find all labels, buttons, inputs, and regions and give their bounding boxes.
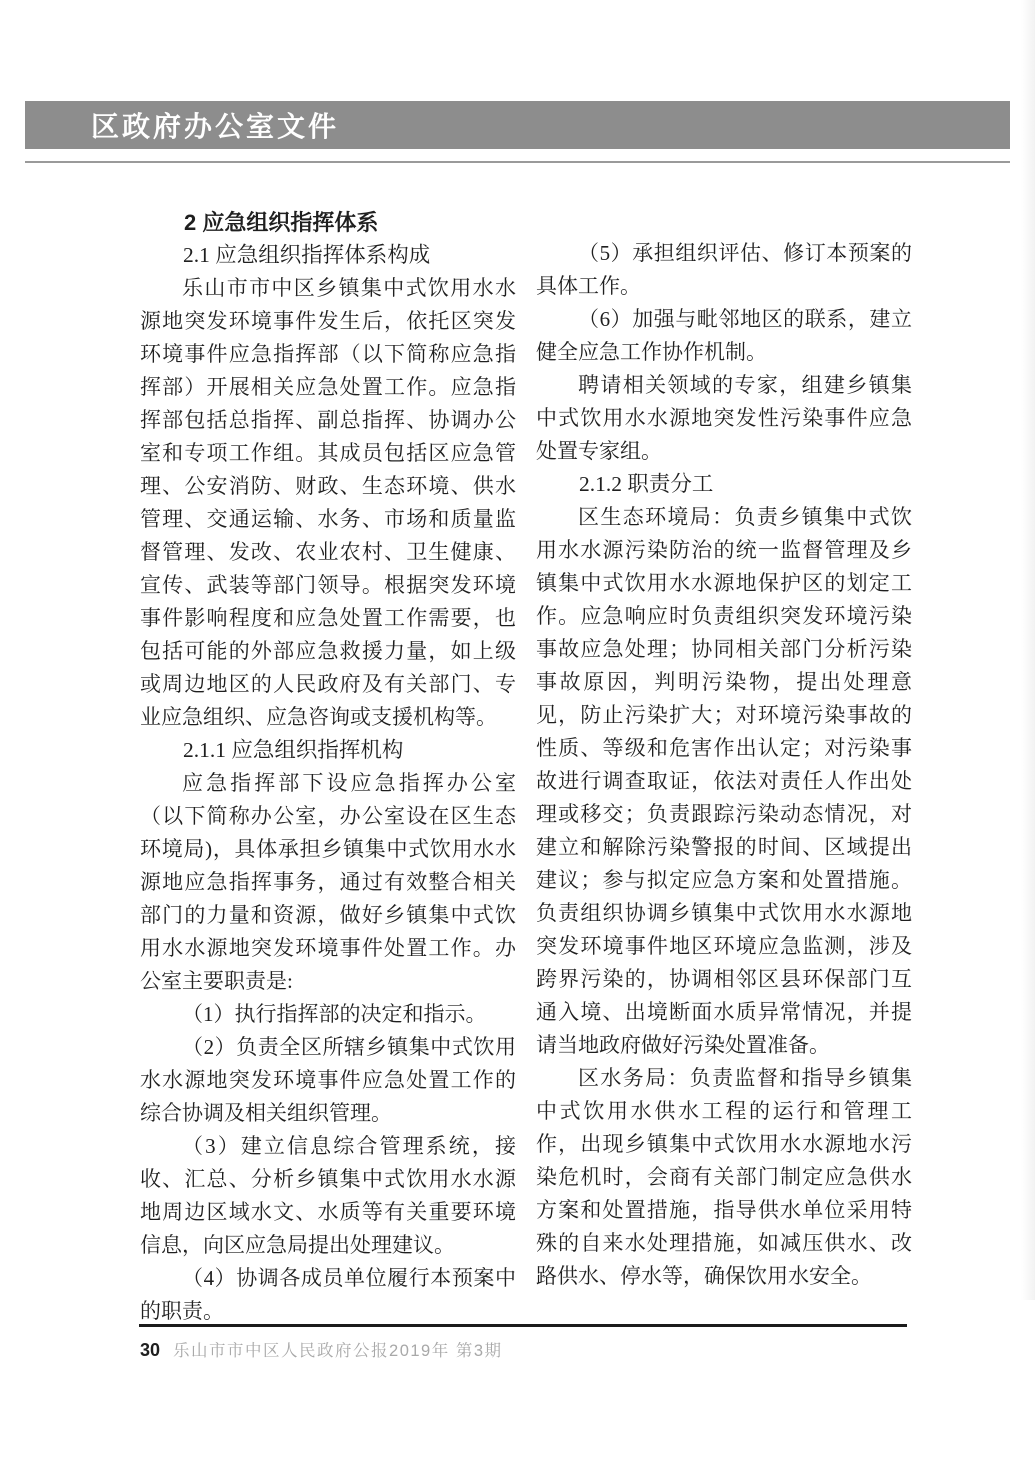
paragraph: 聘请相关领域的专家，组建乡镇集中式饮用水水源地突发性污染事件应急处置专家组。	[536, 373, 912, 463]
page-number: 30	[140, 1340, 161, 1360]
right-column	[536, 206, 912, 1328]
footer	[140, 1337, 503, 1361]
paragraph: （6）加强与毗邻地区的联系，建立健全应急工作协作机制。	[536, 307, 912, 364]
footer-rule	[139, 1324, 907, 1327]
header-bar	[25, 101, 1010, 149]
subheading: 2.1.1 应急组织指挥机构	[183, 738, 404, 762]
paragraph: （4）协调各成员单位履行本预案中的职责。	[140, 1266, 516, 1323]
paragraph: 应急指挥部下设应急指挥办公室（以下简称办公室，办公室设在区生态环境局)，具体承担乡镇集中式饮用水水源地应急指挥事务，通过有效整合相关部门的力量和资源，做好乡镇集中式饮用水水源地突发环境事件处置工作。办公室主要职责是:	[140, 771, 516, 993]
subheading: 2.1 应急组织指挥体系构成	[183, 243, 431, 267]
header-rule	[25, 161, 1010, 163]
paragraph: （1）执行指挥部的决定和指示。	[182, 1002, 487, 1026]
paragraph: （5）承担组织评估、修订本预案的具体工作。	[536, 241, 912, 298]
publication-title: 乐山市市中区人民政府公报2019年 第3期	[173, 1342, 503, 1360]
heading: 2 应急组织指挥体系	[184, 210, 379, 235]
subheading: 2.1.2 职责分工	[579, 472, 714, 496]
paragraph: （2）负责全区所辖乡镇集中式饮用水水源地突发环境事件应急处置工作的综合协调及相关组织管理。	[140, 1035, 516, 1125]
paragraph: 区生态环境局：负责乡镇集中式饮用水水源污染防治的统一监督管理及乡镇集中式饮用水水源地保护区的划定工作。应急响应时负责组织突发环境污染事故应急处理；协同相关部门分析污染事故原因，判明污染物，提出处理意见，防止污染扩大；对环境污染事故的性质、等级和危害作出认定；对污染事故进行调查取证，依法对责任人作出处理或移交；负责跟踪污染动态情况，对建立和解除污染警报的时间、区域提出建议；参与拟定应急方案和处置措施。负责组织协调乡镇集中式饮用水水源地突发环境事件地区环境应急监测，涉及跨界污染的，协调相邻区县环保部门互通入境、出境断面水质异常情况，并提请当地政府做好污染处置准备。	[536, 505, 912, 1057]
paragraph: （3）建立信息综合管理系统，接收、汇总、分析乡镇集中式饮用水水源地周边区域水文、水质等有关重要环境信息，向区应急局提出处理建议。	[140, 1134, 516, 1257]
document-body	[140, 206, 912, 1328]
header-title: 区政府办公室文件	[91, 111, 340, 142]
paragraph: 区水务局：负责监督和指导乡镇集中式饮用水供水工程的运行和管理工作，出现乡镇集中式饮用水水源地水污染危机时，会商有关部门制定应急供水方案和处置措施，指导供水单位采用特殊的自来水处理措施，如减压供水、改路供水、停水等，确保饮用水安全。	[536, 1066, 912, 1288]
paragraph: 乐山市市中区乡镇集中式饮用水水源地突发环境事件发生后，依托区突发环境事件应急指挥部（以下简称应急指挥部）开展相关应急处置工作。应急指挥部包括总指挥、副总指挥、协调办公室和专项工作组。其成员包括区应急管理、公安消防、财政、生态环境、供水管理、交通运输、水务、市场和质量监督管理、发改、农业农村、卫生健康、宣传、武装等部门领导。根据突发环境事件影响程度和应急处置工作需要，也包括可能的外部应急救援力量，如上级或周边地区的人民政府及有关部门、专业应急组织、应急咨询或支援机构等。	[140, 276, 516, 729]
left-column	[140, 206, 516, 1328]
